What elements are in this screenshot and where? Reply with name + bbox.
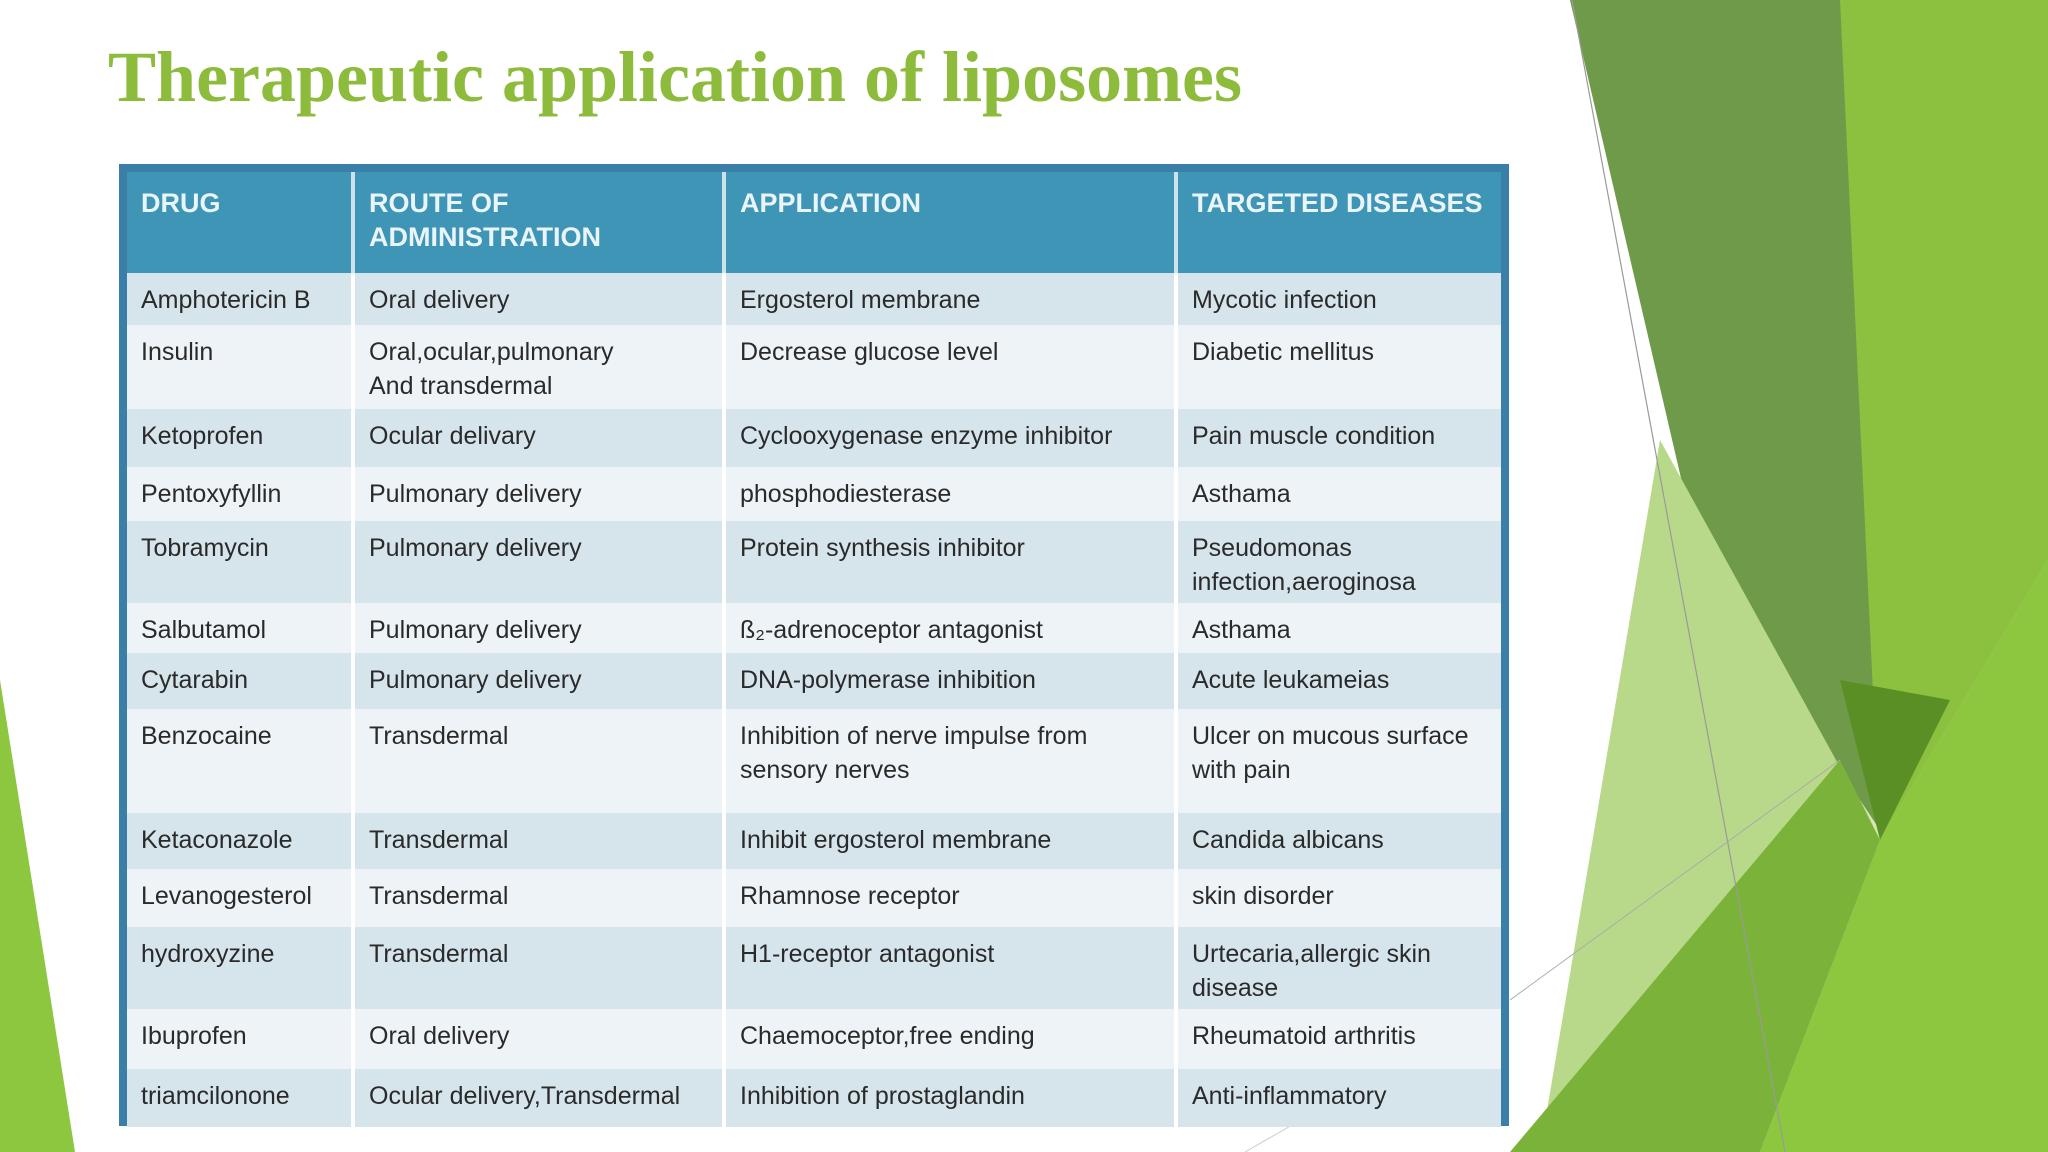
disease-cell: Candida albicans	[1176, 813, 1501, 869]
drug-cell: Ketoprofen	[127, 409, 353, 467]
application-cell: Protein synthesis inhibitor	[724, 521, 1176, 603]
disease-cell: Asthama	[1176, 467, 1501, 521]
liposome-table-frame	[119, 164, 1509, 1126]
drug-cell: Levanogesterol	[127, 869, 353, 927]
route-cell: Ocular delivery,Transdermal	[353, 1069, 724, 1127]
table-row	[127, 521, 1501, 603]
table-header-row	[127, 172, 1501, 273]
disease-cell: Pseudomonas infection,aeroginosa	[1176, 521, 1501, 603]
application-cell: Inhibition of nerve impulse from sensory nerves	[724, 709, 1176, 813]
column-header-targeted-diseases: TARGETED DISEASES	[1176, 172, 1501, 273]
route-cell: Transdermal	[353, 813, 724, 869]
column-header-application: APPLICATION	[724, 172, 1176, 273]
route-cell: Oral delivery	[353, 1009, 724, 1069]
table-row	[127, 325, 1501, 409]
table-row	[127, 1009, 1501, 1069]
table-row	[127, 409, 1501, 467]
drug-cell: Ibuprofen	[127, 1009, 353, 1069]
slide-title: Therapeutic application of liposomes	[108, 37, 1243, 117]
application-cell: Rhamnose receptor	[724, 869, 1176, 927]
route-cell: Transdermal	[353, 869, 724, 927]
drug-cell: Cytarabin	[127, 653, 353, 709]
disease-cell: Ulcer on mucous surface with pain	[1176, 709, 1501, 813]
drug-cell: Insulin	[127, 325, 353, 409]
column-header-drug: DRUG	[127, 172, 353, 273]
table-row	[127, 709, 1501, 813]
application-cell: Inhibition of prostaglandin	[724, 1069, 1176, 1127]
table-row	[127, 813, 1501, 869]
drug-cell: Amphotericin B	[127, 273, 353, 325]
table-row	[127, 467, 1501, 521]
drug-cell: Benzocaine	[127, 709, 353, 813]
route-cell: Oral,ocular,pulmonary And transdermal	[353, 325, 724, 409]
disease-cell: skin disorder	[1176, 869, 1501, 927]
drug-cell: Pentoxyfyllin	[127, 467, 353, 521]
table-row	[127, 869, 1501, 927]
disease-cell: Rheumatoid arthritis	[1176, 1009, 1501, 1069]
table-row	[127, 603, 1501, 653]
column-header-route: ROUTE OF ADMINISTRATION	[353, 172, 724, 273]
disease-cell: Diabetic mellitus	[1176, 325, 1501, 409]
disease-cell: Urtecaria,allergic skin disease	[1176, 927, 1501, 1009]
route-cell: Pulmonary delivery	[353, 467, 724, 521]
table-row	[127, 653, 1501, 709]
disease-cell: Acute leukameias	[1176, 653, 1501, 709]
application-cell: ß₂-adrenoceptor antagonist	[724, 603, 1176, 653]
disease-cell: Pain muscle condition	[1176, 409, 1501, 467]
table-row	[127, 1069, 1501, 1127]
table-row	[127, 927, 1501, 1009]
route-cell: Transdermal	[353, 709, 724, 813]
route-cell: Pulmonary delivery	[353, 521, 724, 603]
route-cell: Pulmonary delivery	[353, 603, 724, 653]
drug-cell: Ketaconazole	[127, 813, 353, 869]
drug-cell: Tobramycin	[127, 521, 353, 603]
application-cell: DNA-polymerase inhibition	[724, 653, 1176, 709]
disease-cell: Mycotic infection	[1176, 273, 1501, 325]
disease-cell: Asthama	[1176, 603, 1501, 653]
application-cell: Cyclooxygenase enzyme inhibitor	[724, 409, 1176, 467]
application-cell: H1-receptor antagonist	[724, 927, 1176, 1009]
drug-cell: Salbutamol	[127, 603, 353, 653]
route-cell: Pulmonary delivery	[353, 653, 724, 709]
route-cell: Oral delivery	[353, 273, 724, 325]
table-row	[127, 273, 1501, 325]
drug-cell: hydroxyzine	[127, 927, 353, 1009]
disease-cell: Anti-inflammatory	[1176, 1069, 1501, 1127]
liposome-applications-table	[127, 172, 1501, 1127]
application-cell: Decrease glucose level	[724, 325, 1176, 409]
application-cell: Ergosterol membrane	[724, 273, 1176, 325]
route-cell: Ocular delivary	[353, 409, 724, 467]
drug-cell: triamcilonone	[127, 1069, 353, 1127]
application-cell: Inhibit ergosterol membrane	[724, 813, 1176, 869]
route-cell: Transdermal	[353, 927, 724, 1009]
application-cell: Chaemoceptor,free ending	[724, 1009, 1176, 1069]
application-cell: phosphodiesterase	[724, 467, 1176, 521]
